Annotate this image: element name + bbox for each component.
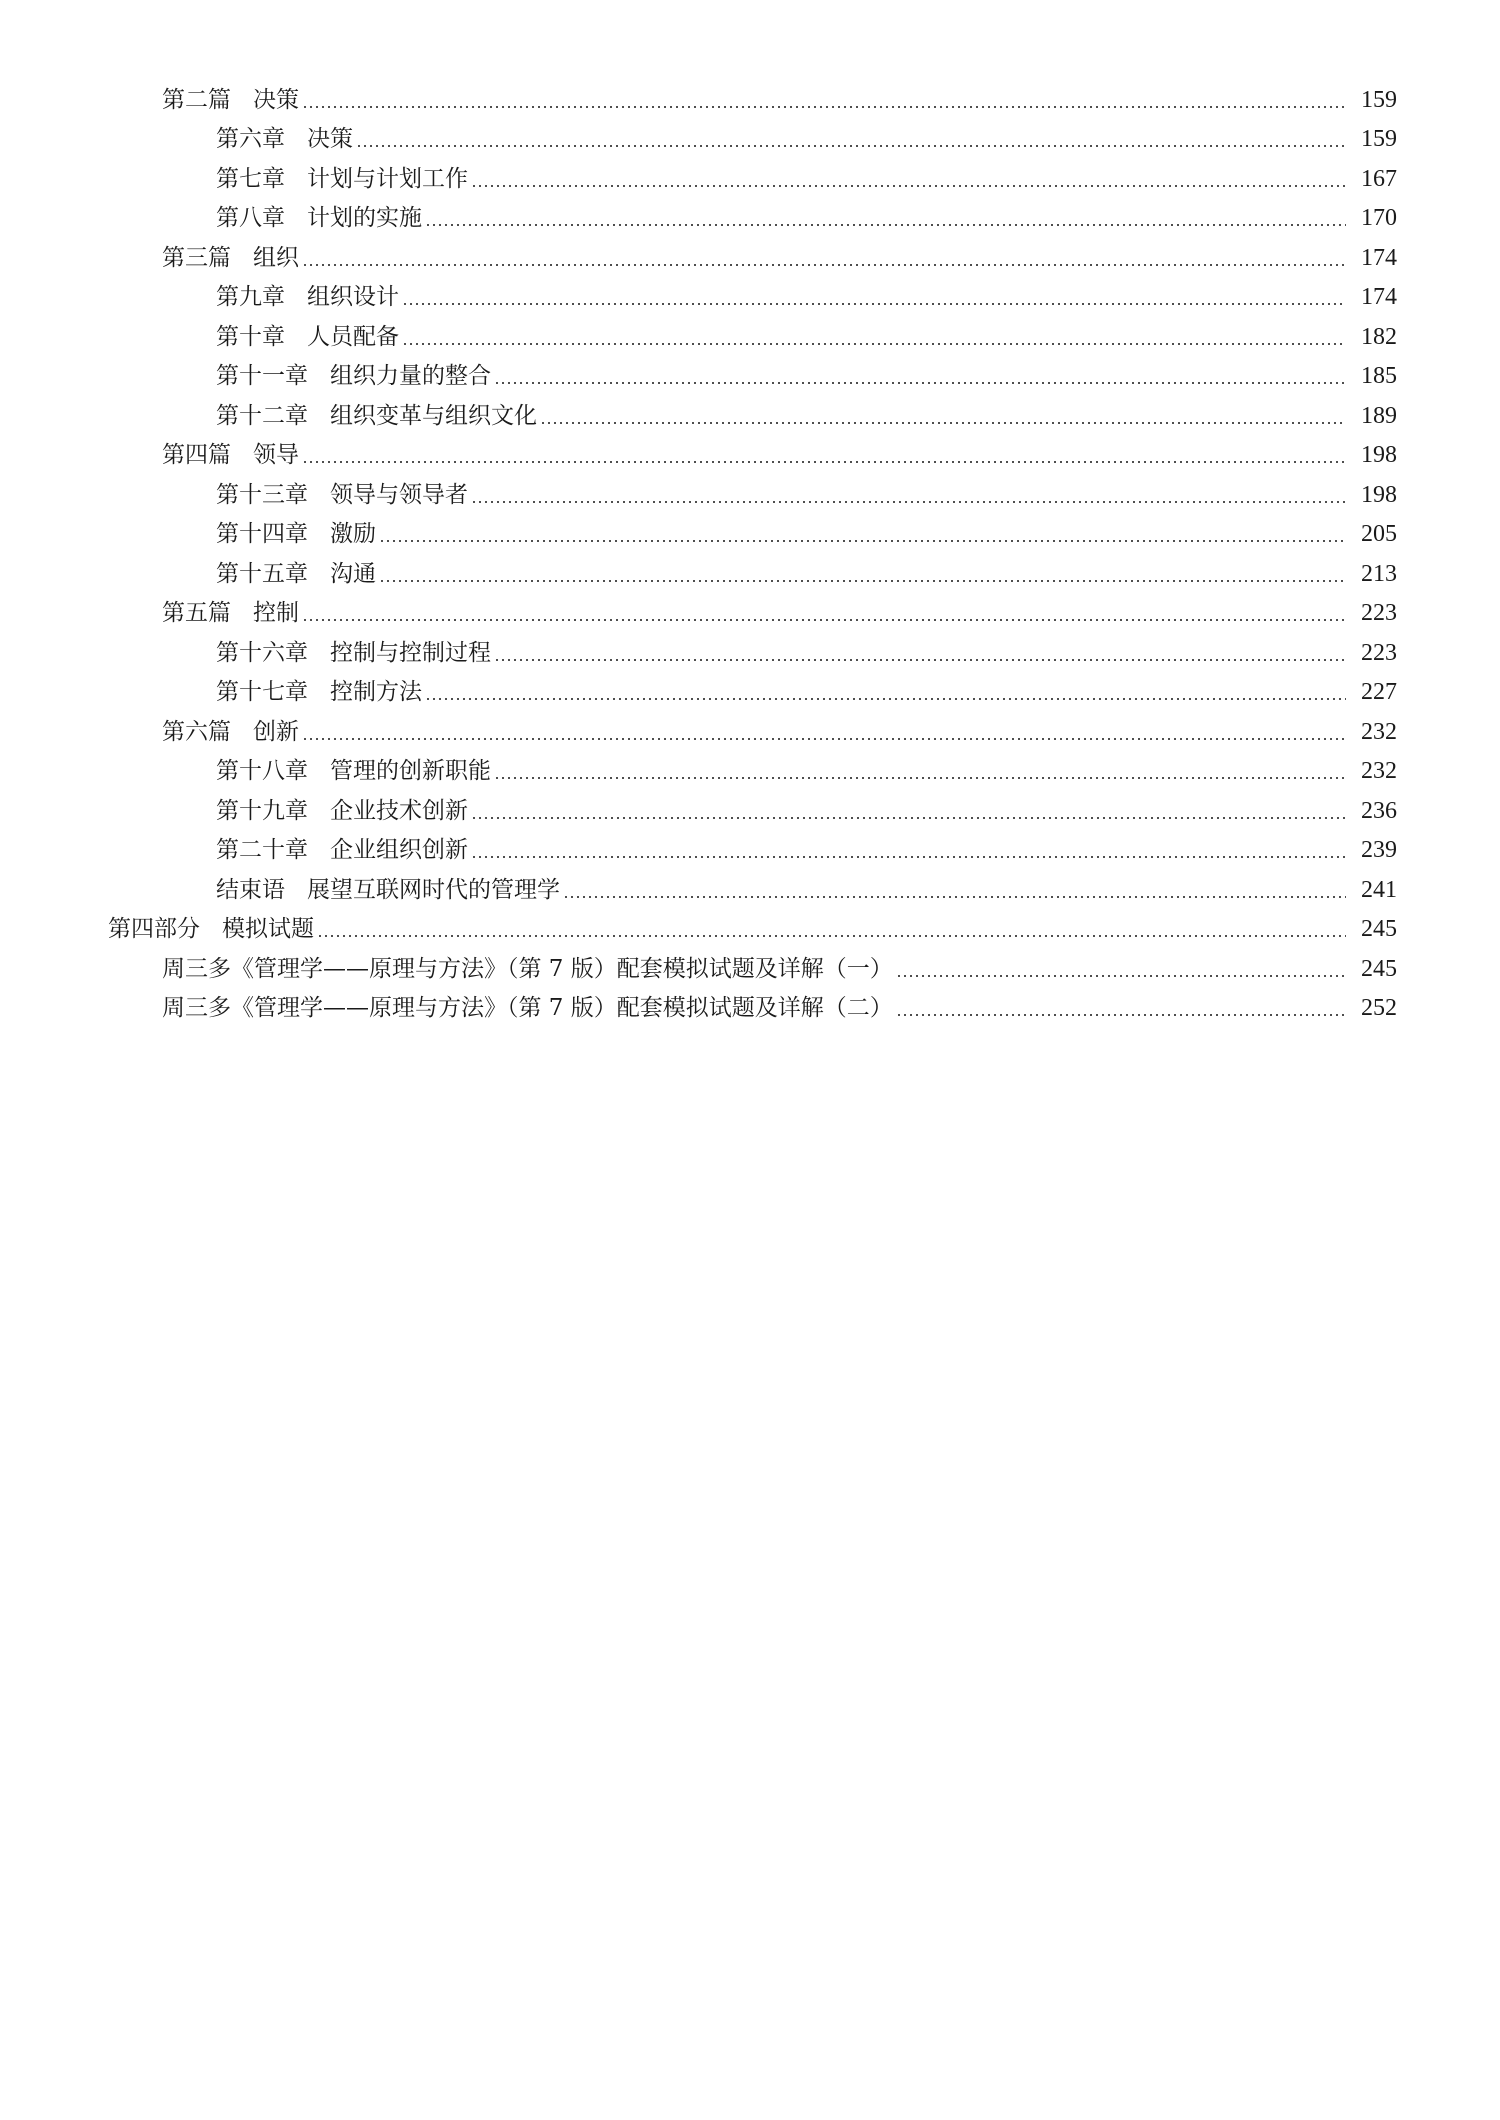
toc-entry-page: 205 [1361, 521, 1397, 547]
toc-entry-name: 领导与领导者 [330, 481, 468, 508]
toc-entry-title [162, 244, 299, 272]
toc-entry[interactable] [0, 114, 1500, 154]
toc-entry[interactable] [0, 983, 1500, 1023]
dot-leader [356, 145, 1346, 147]
dot-leader [494, 777, 1346, 779]
toc-entry-page: 236 [1361, 797, 1397, 824]
toc-entry[interactable] [0, 706, 1500, 746]
dot-leader [896, 975, 1346, 977]
toc-entry[interactable] [0, 667, 1500, 707]
table-of-contents [0, 74, 1500, 1022]
toc-entry-page: 189 [1361, 402, 1397, 429]
toc-entry-page: 227 [1361, 679, 1397, 705]
toc-entry-page: 170 [1361, 205, 1397, 231]
toc-entry-name: 展望互联网时代的管理学 [307, 876, 560, 903]
toc-entry-title [216, 283, 399, 311]
toc-entry-name: 沟通 [330, 560, 376, 587]
toc-entry-name: 领导 [253, 442, 299, 468]
toc-entry-number: 第十三章 [216, 481, 308, 508]
toc-entry-name: 管理的创新职能 [330, 758, 491, 784]
toc-entry-title [216, 402, 537, 430]
toc-entry-title [216, 362, 491, 390]
dot-leader [471, 501, 1346, 503]
toc-entry-page: 223 [1361, 639, 1397, 666]
toc-entry-title [216, 757, 491, 785]
toc-entry-page: 174 [1361, 284, 1397, 310]
toc-entry-page: 174 [1361, 244, 1397, 271]
toc-entry[interactable] [0, 469, 1500, 509]
toc-entry[interactable] [0, 627, 1500, 667]
toc-entry-name: 决策 [307, 126, 353, 152]
toc-entry[interactable] [0, 311, 1500, 351]
toc-entry[interactable] [0, 430, 1500, 470]
toc-entry-page: 252 [1361, 995, 1397, 1021]
toc-entry-name: 计划与计划工作 [307, 165, 468, 192]
toc-entry-title [162, 718, 299, 746]
toc-entry-number: 第十五章 [216, 560, 308, 587]
dot-leader [425, 224, 1346, 226]
toc-entry[interactable] [0, 746, 1500, 786]
toc-entry[interactable] [0, 588, 1500, 628]
toc-entry-page: 159 [1361, 86, 1397, 113]
toc-entry[interactable] [0, 232, 1500, 272]
toc-entry-page: 239 [1361, 837, 1397, 863]
toc-entry-name: 人员配备 [307, 323, 399, 350]
dot-leader [302, 461, 1346, 463]
toc-entry-title [162, 86, 299, 114]
toc-entry[interactable] [0, 825, 1500, 865]
dot-leader [425, 698, 1346, 700]
toc-entry-title [216, 560, 376, 588]
dot-leader [563, 896, 1346, 898]
toc-entry-number: 第八章 [216, 205, 285, 231]
toc-entry-number: 第二十章 [216, 837, 308, 863]
toc-entry-page: 223 [1361, 600, 1397, 626]
toc-entry-title [162, 599, 299, 627]
toc-entry-name: 决策 [253, 86, 299, 113]
dot-leader [471, 856, 1346, 858]
toc-entry[interactable] [0, 153, 1500, 193]
toc-entry-title [216, 481, 468, 509]
toc-entry-number: 第十七章 [216, 679, 308, 705]
toc-entry-title [216, 639, 491, 667]
toc-entry-name: 计划的实施 [307, 205, 422, 231]
toc-entry-title [216, 678, 422, 706]
toc-entry-page: 159 [1361, 126, 1397, 152]
dot-leader [302, 619, 1346, 621]
toc-entry-title [216, 125, 353, 153]
dot-leader [540, 422, 1346, 424]
toc-entry-page: 182 [1361, 323, 1397, 350]
toc-entry-title [108, 915, 314, 943]
dot-leader [379, 580, 1346, 582]
toc-entry-title [216, 520, 376, 548]
toc-entry-title [216, 836, 468, 864]
toc-entry[interactable] [0, 272, 1500, 312]
dot-leader [471, 817, 1346, 819]
toc-entry-number: 第六章 [216, 126, 285, 152]
toc-entry-name: 周三多《管理学——原理与方法》（第 7 版）配套模拟试题及详解（一） [162, 955, 893, 982]
toc-entry[interactable] [0, 390, 1500, 430]
toc-entry-title [162, 441, 299, 469]
toc-entry-number: 第九章 [216, 284, 285, 310]
toc-entry-title [216, 797, 468, 825]
toc-entry-number: 第七章 [216, 165, 285, 192]
toc-entry-name: 企业组织创新 [330, 837, 468, 863]
toc-entry-name: 控制 [253, 600, 299, 626]
toc-entry-name: 模拟试题 [222, 916, 314, 942]
toc-entry-name: 创新 [253, 718, 299, 745]
toc-entry-title [216, 204, 422, 232]
toc-entry-title [216, 876, 560, 904]
toc-entry-page: 245 [1361, 955, 1397, 982]
toc-entry-page: 167 [1361, 165, 1397, 192]
toc-entry[interactable] [0, 943, 1500, 983]
toc-entry-page: 241 [1361, 876, 1397, 903]
toc-entry[interactable] [0, 193, 1500, 233]
toc-entry-page: 198 [1361, 442, 1397, 468]
toc-entry-number: 第二篇 [162, 86, 231, 113]
dot-leader [471, 185, 1346, 187]
dot-leader [302, 264, 1346, 266]
toc-entry-page: 213 [1361, 560, 1397, 587]
dot-leader [379, 540, 1346, 542]
toc-entry-number: 第十一章 [216, 363, 308, 389]
toc-entry-number: 第十六章 [216, 639, 308, 666]
toc-entry-title [162, 994, 893, 1022]
toc-entry-page: 185 [1361, 363, 1397, 389]
toc-entry[interactable] [0, 785, 1500, 825]
toc-entry-number: 第十章 [216, 323, 285, 350]
toc-entry-page: 232 [1361, 758, 1397, 784]
toc-entry-name: 企业技术创新 [330, 797, 468, 824]
dot-leader [302, 738, 1346, 740]
toc-entry-name: 周三多《管理学——原理与方法》（第 7 版）配套模拟试题及详解（二） [162, 995, 893, 1021]
toc-entry-name: 组织设计 [307, 284, 399, 310]
dot-leader [402, 303, 1346, 305]
toc-entry[interactable] [0, 74, 1500, 114]
toc-entry-name: 控制与控制过程 [330, 639, 491, 666]
toc-entry-number: 第十二章 [216, 402, 308, 429]
toc-entry-title [162, 955, 893, 983]
toc-entry-title [216, 323, 399, 351]
toc-entry-title [216, 165, 468, 193]
toc-entry-page: 198 [1361, 481, 1397, 508]
dot-leader [317, 935, 1346, 937]
toc-entry[interactable] [0, 351, 1500, 391]
toc-entry-number: 第十四章 [216, 521, 308, 547]
toc-entry-name: 组织力量的整合 [330, 363, 491, 389]
toc-entry[interactable] [0, 864, 1500, 904]
dot-leader [302, 106, 1346, 108]
toc-entry[interactable] [0, 509, 1500, 549]
toc-entry-page: 232 [1361, 718, 1397, 745]
toc-entry[interactable] [0, 904, 1500, 944]
toc-entry-name: 组织变革与组织文化 [330, 402, 537, 429]
dot-leader [494, 659, 1346, 661]
toc-entry-number: 第十八章 [216, 758, 308, 784]
toc-entry-page: 245 [1361, 916, 1397, 942]
toc-entry-number: 第四篇 [162, 442, 231, 468]
toc-entry-name: 控制方法 [330, 679, 422, 705]
toc-entry-number: 第四部分 [108, 916, 200, 942]
toc-entry-number: 第十九章 [216, 797, 308, 824]
toc-entry-number: 第五篇 [162, 600, 231, 626]
dot-leader [494, 382, 1346, 384]
toc-entry[interactable] [0, 548, 1500, 588]
dot-leader [402, 343, 1346, 345]
toc-entry-name: 组织 [253, 244, 299, 271]
dot-leader [896, 1014, 1346, 1016]
toc-entry-number: 第六篇 [162, 718, 231, 745]
toc-entry-number: 结束语 [216, 876, 285, 903]
toc-entry-name: 激励 [330, 521, 376, 547]
toc-entry-number: 第三篇 [162, 244, 231, 271]
